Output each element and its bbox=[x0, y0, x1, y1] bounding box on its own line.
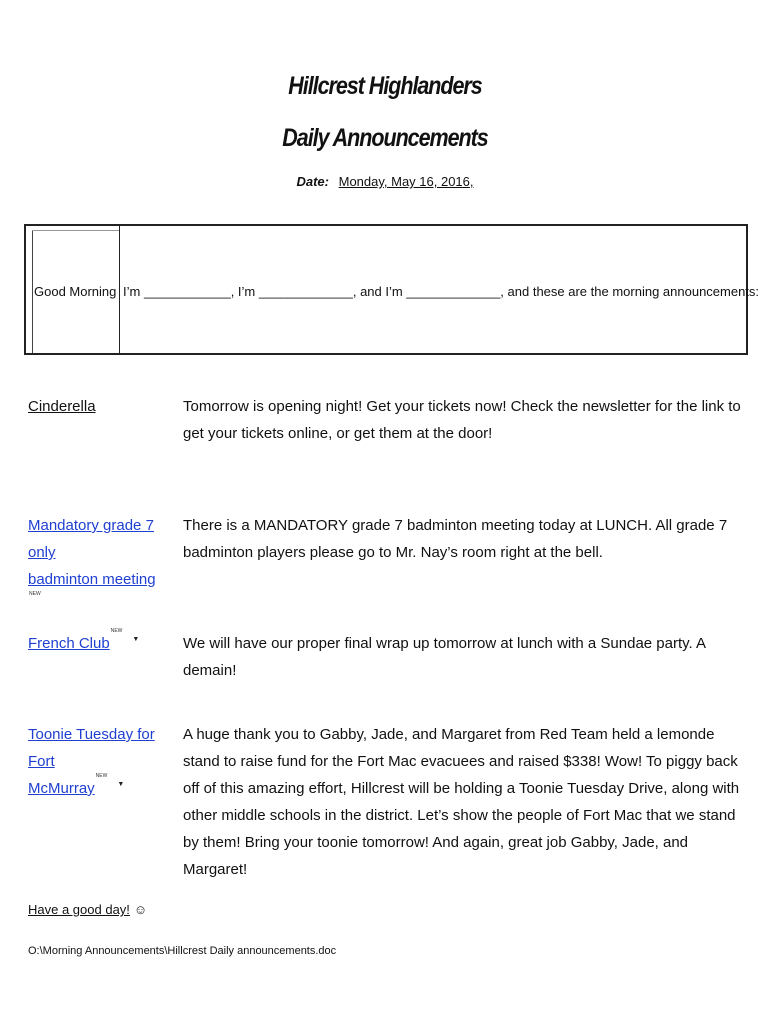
announcement-link-badminton-line2: badminton meeting bbox=[28, 571, 156, 588]
school-title: Hillcrest Highlanders bbox=[288, 72, 482, 100]
announcement-title-cinderella: Cinderella bbox=[28, 398, 96, 415]
greeting-label: Good Morning bbox=[34, 284, 117, 299]
table-inner-border bbox=[32, 230, 33, 353]
date-value: Monday, May 16, 2016, bbox=[338, 174, 474, 189]
file-path-footer: O:\Morning Announcements\Hillcrest Daily announcements.doc bbox=[28, 945, 337, 957]
new-badge-icon: NEW bbox=[95, 773, 108, 779]
date-line bbox=[0, 174, 770, 189]
table-inner-border-top bbox=[32, 230, 120, 231]
date-label: Date: bbox=[296, 174, 329, 189]
announcement-link-french-club[interactable] bbox=[28, 630, 168, 657]
announcement-body-badminton: There is a MANDATORY grade 7 badminton meeting today at LUNCH. All grade 7 badminton players please go to Mr. Nay’s room right at the bell. bbox=[183, 517, 728, 561]
closing-line bbox=[28, 902, 147, 917]
announcement-link-french-club-label: French Club bbox=[28, 635, 110, 652]
announcement-link-badminton[interactable] bbox=[28, 512, 168, 620]
announcement-link-toonie-line2: McMurray bbox=[28, 780, 95, 797]
document-title: Daily Announcements bbox=[282, 124, 488, 152]
new-badge-icon: NEW bbox=[29, 591, 41, 597]
closing-text: Have a good day! bbox=[28, 902, 130, 917]
announcement-body-cinderella: Tomorrow is opening night! Get your tickets now! Check the newsletter for the link to get your tickets online, or get them at the door! bbox=[183, 398, 741, 442]
announcement-link-toonie-tuesday[interactable] bbox=[28, 721, 168, 802]
dropdown-caret-icon[interactable]: ▼ bbox=[117, 781, 125, 788]
new-badge-icon: NEW bbox=[110, 628, 123, 634]
announcement-body-toonie-tuesday: A huge thank you to Gabby, Jade, and Margaret from Red Team held a lemonde stand to raise fund for the Fort Mac evacuees and raised $338! Wow! To piggy back off of this amazing effort, Hillcrest will be holding a Toonie Tuesday Drive, along with other middle schools in the district. Let’s show the people of Fort Mac that we stand by them! Bring your toonie tomorrow! And again, great job Gabby, Jade, and Margaret! bbox=[183, 726, 740, 878]
dropdown-caret-icon[interactable]: ▼ bbox=[132, 636, 140, 643]
table-column-divider bbox=[119, 226, 120, 353]
greeting-table bbox=[24, 224, 760, 355]
announcement-link-toonie-line1: Toonie Tuesday for Fort bbox=[28, 726, 155, 770]
greeting-text: I’m ____________, I’m _____________, and I’m _____________, and these are the morning announcements: bbox=[123, 284, 760, 299]
announcement-link-badminton-line1: Mandatory grade 7 only bbox=[28, 517, 154, 561]
announcement-body-french-club: We will have our proper final wrap up tomorrow at lunch with a Sundae party. A demain! bbox=[183, 635, 706, 679]
smiley-face-icon: ☺ bbox=[133, 902, 148, 917]
